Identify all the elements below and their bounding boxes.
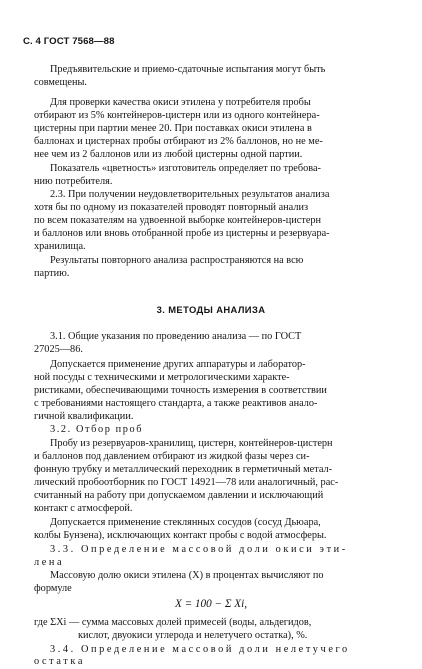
text-line: и баллонов или вновь отобранной пробе из цистерны и резервуара- xyxy=(34,228,330,240)
text-line: и баллонов под давлением отбирают из жидкой фазы через си- xyxy=(34,451,310,463)
text-line: с требованиями настоящего стандарта, а также реактивов анало- xyxy=(34,398,318,410)
text-line: лена xyxy=(34,557,65,569)
subsection-3-2-heading xyxy=(34,423,394,436)
text-line: Допускается применение стеклянных сосудов (сосуд Дьюара, xyxy=(50,517,321,528)
text-line: совмещены. xyxy=(34,77,87,89)
paragraph-mass-fraction xyxy=(34,569,394,595)
subsection-3-4-heading-cont xyxy=(34,655,394,668)
text-line: баллонах и цистернах пробы отбирают из 2% баллонов, но не ме- xyxy=(34,136,323,148)
paragraph-3-1 xyxy=(34,330,394,356)
text-line: 3.2. Отбор проб xyxy=(50,424,144,435)
text-line: по всем показателям на удвоенной выборке контейнеров-цистерн xyxy=(34,215,322,227)
text-line: 3.1. Общие указания по проведению анализа — по ГОСТ xyxy=(50,331,302,342)
text-line: контакт с атмосферой. xyxy=(34,503,133,515)
text-line: Массовую долю окиси этилена (X) в процентах вычисляют по xyxy=(50,570,324,581)
text-line: Предъявительские и приемо-сдаточные испытания могут быть xyxy=(50,64,326,75)
text-line: Показатель «цветность» изготовитель определяет по требова- xyxy=(50,163,321,174)
text-line: 2.3. При получении неудовлетворительных результатов анализа xyxy=(50,189,330,200)
paragraph-repeat-results xyxy=(34,254,394,280)
text-line: нию потребителя. xyxy=(34,176,113,188)
text-line: нее чем из 2 баллонов или из любой цистерны одной партии. xyxy=(34,149,303,161)
paragraph-sampling xyxy=(34,437,394,516)
text-line: лический пробоотборник по ГОСТ 14921—78 или аналогичный, рас- xyxy=(34,477,339,489)
paragraph-2-3 xyxy=(34,188,394,253)
formula-text: X = 100 − Σ Xi, xyxy=(174,598,248,610)
text-line: Для проверки качества окиси этилена у потребителя пробы xyxy=(50,97,311,108)
text-line: хранилища. xyxy=(34,241,86,253)
text-line: 3.4. Определение массовой доли нелетучего xyxy=(50,644,350,655)
text-line: 3.3. Определение массовой доли окиси эти- xyxy=(50,544,348,555)
formula-explanation xyxy=(34,616,404,642)
page-header: С. 4 ГОСТ 7568—88 xyxy=(23,36,115,47)
text-line: где ΣXi — сумма массовых долей примесей (воды, альдегидов, xyxy=(34,617,312,628)
paragraph-glass-vessels xyxy=(34,516,394,542)
text-line: формуле xyxy=(34,583,72,595)
text-line: хотя бы по одному из показателей проводят повторный анализ xyxy=(34,202,309,214)
text-line: кислот, двуокиси углерода и нелетучего остатка), %. xyxy=(78,630,308,642)
subsection-3-3-heading xyxy=(34,543,394,569)
text-line: цистерны при партии менее 20. При поставках окиси этилена в xyxy=(34,123,312,135)
text-line: считанный на работу при допускаемом давлении и исключающий xyxy=(34,490,324,502)
text-line: колбы Бунзена), исключающих контакт пробы с водой атмосферы. xyxy=(34,530,327,542)
text-line: ристиками, обеспечивающими точность измерения в соответствии xyxy=(34,385,327,397)
paragraph-permitted-equipment xyxy=(34,358,394,423)
section-title: 3. МЕТОДЫ АНАЛИЗА xyxy=(156,304,266,315)
text-line: 27025—86. xyxy=(34,344,83,356)
text-line: гичной квалификации. xyxy=(34,411,134,423)
text-line: Допускается применение других аппаратуры и лаборатор- xyxy=(50,359,306,370)
text-line: отбирают из 5% контейнеров-цистерн или из одного контейнера- xyxy=(34,110,320,122)
paragraph-color-index xyxy=(34,162,394,188)
paragraph-acceptance-tests xyxy=(34,63,394,89)
text-line: ной посуды с техническими и метрологическими характе- xyxy=(34,372,290,384)
text-line: остатка xyxy=(34,656,86,667)
text-line: Результаты повторного анализа распространяются на всю xyxy=(50,255,304,266)
formula xyxy=(0,598,422,611)
text-line: фонную трубку и металлический переходник в герметичный метал- xyxy=(34,464,333,476)
paragraph-quality-sampling xyxy=(34,96,394,161)
text-line: партию. xyxy=(34,268,70,280)
text-line: Пробу из резервуаров-хранилищ, цистерн, контейнеров-цистерн xyxy=(50,438,333,449)
